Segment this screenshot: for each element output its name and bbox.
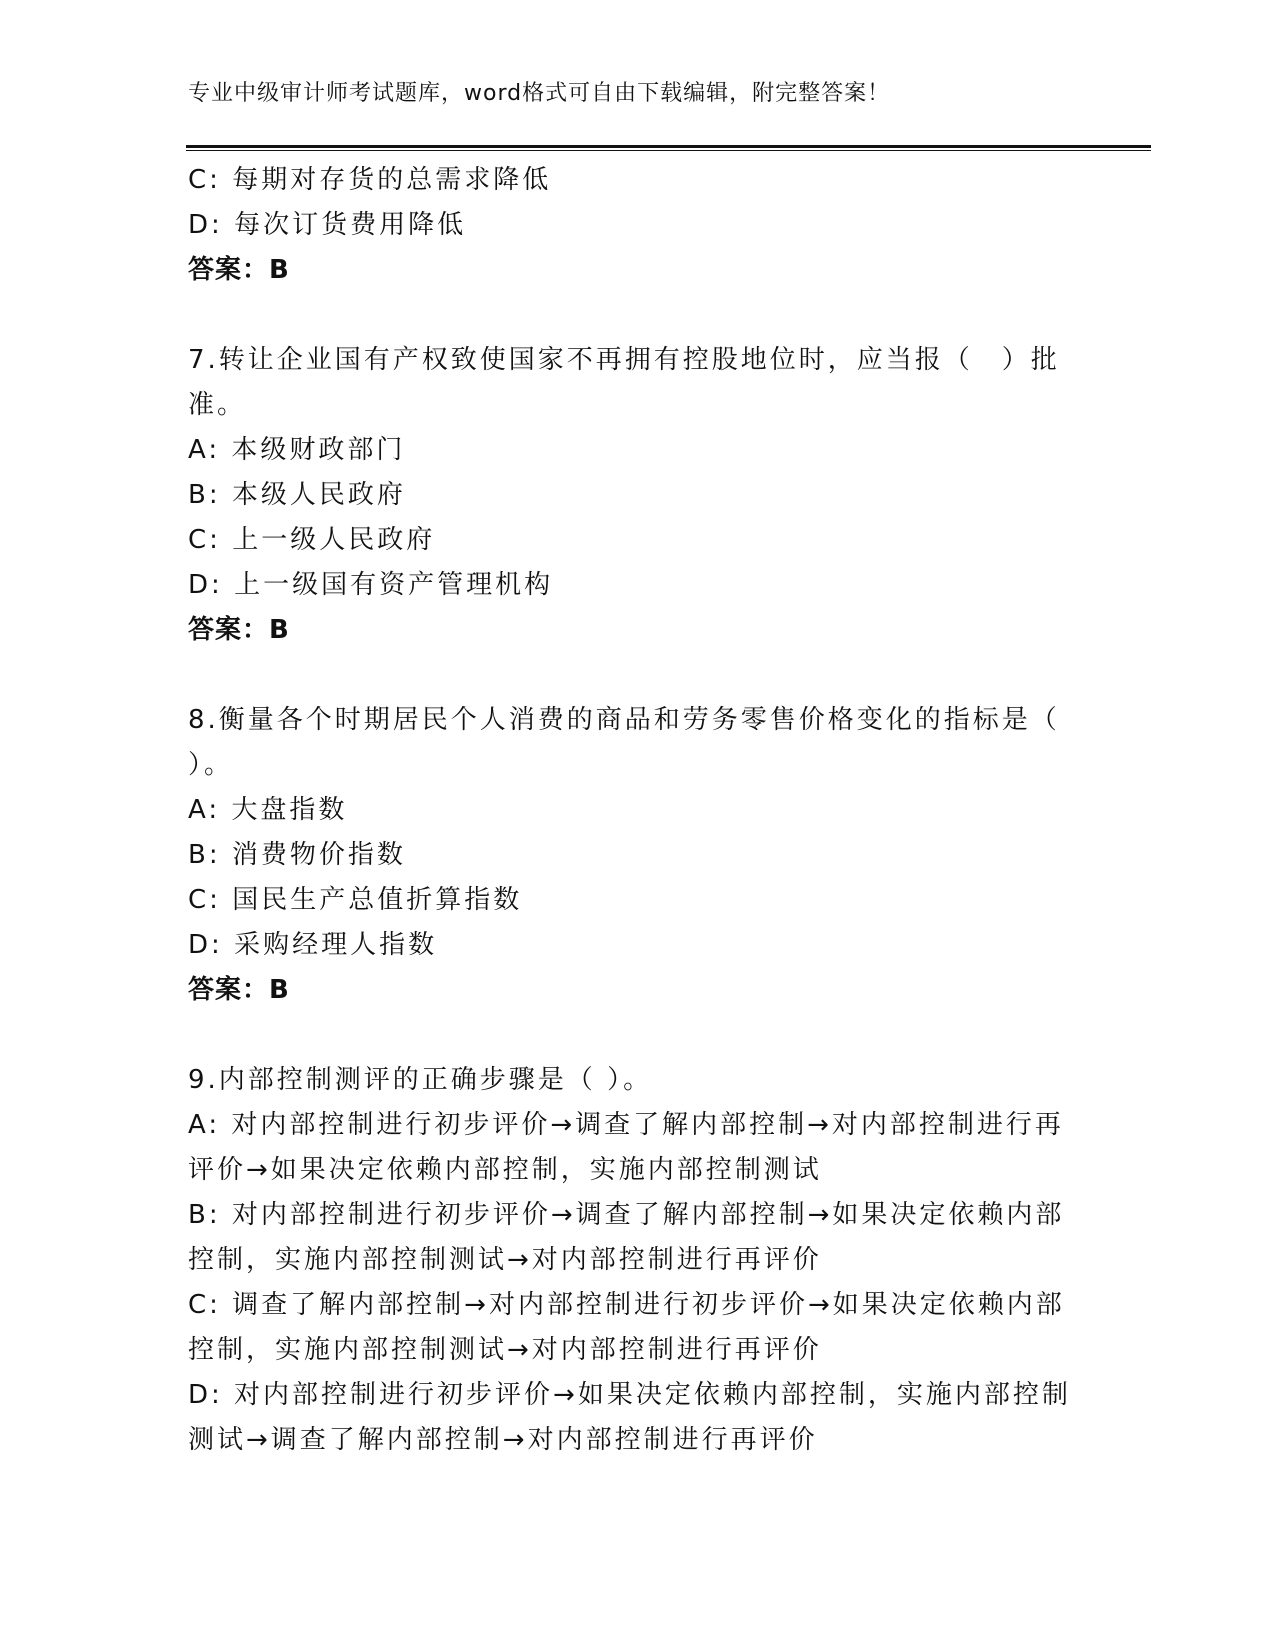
option-c: C: 国民生产总值折算指数 xyxy=(188,885,523,915)
option-d: D: 采购经理人指数 xyxy=(188,930,438,960)
question-stem: 8.衡量各个时期居民个人消费的商品和劳务零售价格变化的指标是（ xyxy=(188,705,1060,735)
answer-line: 答案：B xyxy=(188,975,290,1005)
option-c: C: 上一级人民政府 xyxy=(188,525,436,555)
option-c: C: 每期对存货的总需求降低 xyxy=(188,165,552,195)
option-b: B: 本级人民政府 xyxy=(188,480,406,510)
option-d-line-2: 测试→调查了解内部控制→对内部控制进行再评价 xyxy=(188,1425,818,1455)
question-stem: 7.转让企业国有产权致使国家不再拥有控股地位时，应当报（ ）批 xyxy=(188,345,1060,375)
option-c-line-1: C: 调查了解内部控制→对内部控制进行初步评价→如果决定依赖内部 xyxy=(188,1290,1065,1320)
answer-line: 答案：B xyxy=(188,615,290,645)
option-d: D: 每次订货费用降低 xyxy=(188,210,467,240)
option-b: B: 消费物价指数 xyxy=(188,840,406,870)
question-stem-cont: 准。 xyxy=(188,390,247,420)
option-b-line-2: 控制，实施内部控制测试→对内部控制进行再评价 xyxy=(188,1245,822,1275)
option-b-line-1: B: 对内部控制进行初步评价→调查了解内部控制→如果决定依赖内部 xyxy=(188,1200,1065,1230)
page-header: 专业中级审计师考试题库，word格式可自由下载编辑，附完整答案！ xyxy=(188,81,891,106)
option-c-line-2: 控制，实施内部控制测试→对内部控制进行再评价 xyxy=(188,1335,822,1365)
option-a: A: 本级财政部门 xyxy=(188,435,406,465)
option-d: D: 上一级国有资产管理机构 xyxy=(188,570,554,600)
question-stem-cont: ）。 xyxy=(188,750,234,780)
answer-line: 答案：B xyxy=(188,255,290,285)
option-d-line-1: D: 对内部控制进行初步评价→如果决定依赖内部控制，实施内部控制 xyxy=(188,1380,1071,1410)
header-divider xyxy=(186,145,1151,151)
option-a-line-1: A: 对内部控制进行初步评价→调查了解内部控制→对内部控制进行再 xyxy=(188,1110,1064,1140)
option-a: A: 大盘指数 xyxy=(188,795,348,825)
option-a-line-2: 评价→如果决定依赖内部控制，实施内部控制测试 xyxy=(188,1155,822,1185)
question-stem: 9.内部控制测评的正确步骤是（ ）。 xyxy=(188,1065,653,1095)
page-content xyxy=(188,158,1088,1463)
